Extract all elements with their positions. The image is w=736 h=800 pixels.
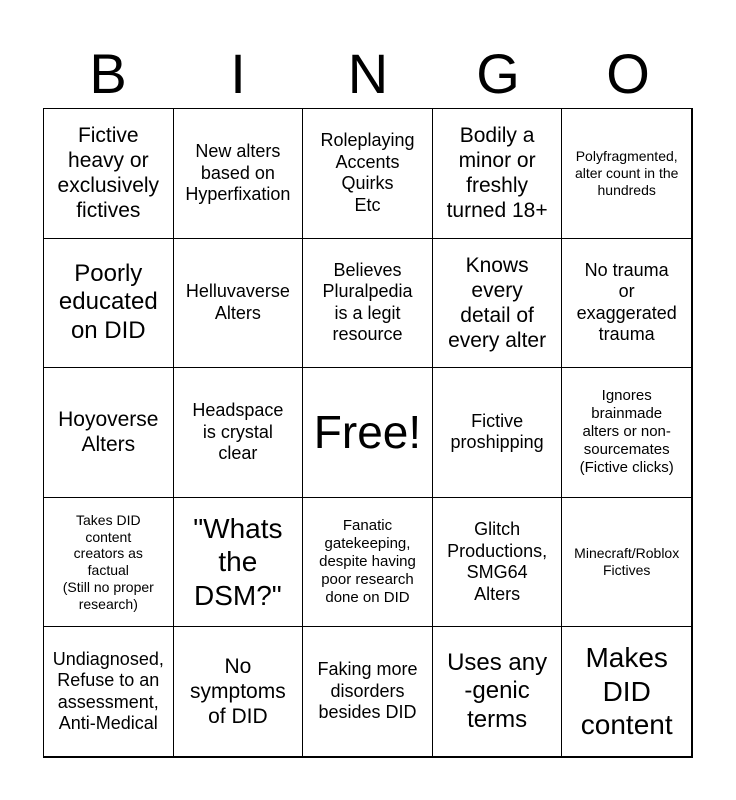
- bingo-cell[interactable]: Fictive proshipping: [432, 367, 563, 498]
- bingo-cell[interactable]: No symptoms of DID: [173, 626, 304, 757]
- header-letter-g: G: [476, 42, 520, 105]
- header-letter-n: N: [347, 42, 389, 105]
- bingo-cell[interactable]: Polyfragmented, alter count in the hundreds: [561, 108, 692, 239]
- header-letter-i: I: [230, 42, 246, 105]
- bingo-cell[interactable]: Knows every detail of every alter: [432, 238, 563, 369]
- bingo-cell[interactable]: Believes Pluralpedia is a legit resource: [302, 238, 433, 369]
- bingo-cell[interactable]: Hoyoverse Alters: [43, 367, 174, 498]
- bingo-header: [43, 40, 693, 108]
- bingo-cell[interactable]: "Whats the DSM?": [173, 497, 304, 628]
- bingo-cell[interactable]: Uses any -genic terms: [432, 626, 563, 757]
- bingo-cell[interactable]: No trauma or exaggerated trauma: [561, 238, 692, 369]
- bingo-card: [43, 108, 693, 758]
- header-letter-b: B: [89, 42, 127, 105]
- bingo-cell[interactable]: Fictive heavy or exclusively fictives: [43, 108, 174, 239]
- bingo-cell[interactable]: Helluvaverse Alters: [173, 238, 304, 369]
- bingo-cell[interactable]: Roleplaying Accents Quirks Etc: [302, 108, 433, 239]
- free-space[interactable]: Free!: [302, 367, 433, 498]
- bingo-cell[interactable]: Bodily a minor or freshly turned 18+: [432, 108, 563, 239]
- bingo-cell[interactable]: Glitch Productions, SMG64 Alters: [432, 497, 563, 628]
- bingo-cell[interactable]: Ignores brainmade alters or non- sourcemates (Fictive clicks): [561, 367, 692, 498]
- header-letter-o: O: [606, 42, 650, 105]
- bingo-cell[interactable]: New alters based on Hyperfixation: [173, 108, 304, 239]
- bingo-cell[interactable]: Minecraft/Roblox Fictives: [561, 497, 692, 628]
- bingo-cell[interactable]: Poorly educated on DID: [43, 238, 174, 369]
- bingo-cell[interactable]: Takes DID content creators as factual (Still no proper research): [43, 497, 174, 628]
- bingo-cell[interactable]: Headspace is crystal clear: [173, 367, 304, 498]
- bingo-cell[interactable]: Faking more disorders besides DID: [302, 626, 433, 757]
- bingo-cell[interactable]: Undiagnosed, Refuse to an assessment, Anti-Medical: [43, 626, 174, 757]
- bingo-cell[interactable]: Makes DID content: [561, 626, 692, 757]
- bingo-cell[interactable]: Fanatic gatekeeping, despite having poor research done on DID: [302, 497, 433, 628]
